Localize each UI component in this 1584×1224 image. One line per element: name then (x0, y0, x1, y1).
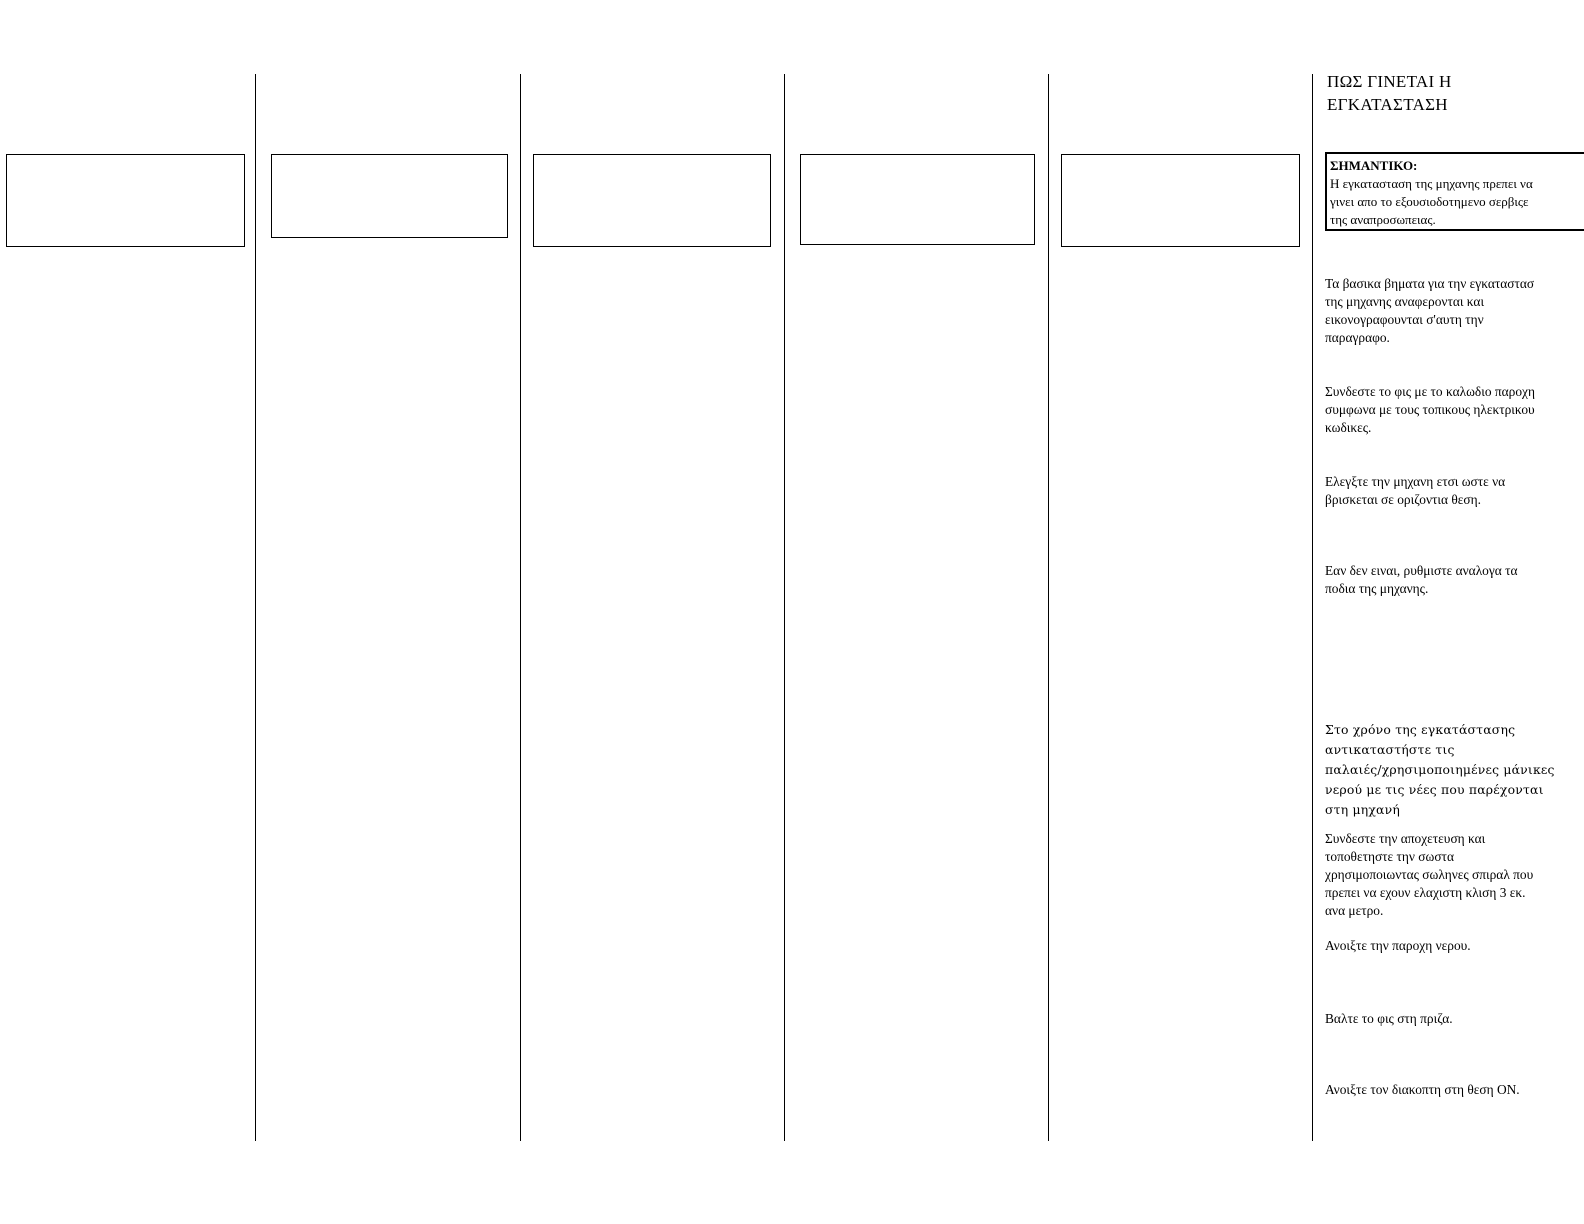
paragraph-basic-steps: Τα βασικα βηματα για την εγκαταστασ της μηχανης αναφερονται και εικονογραφουνται σ'αυτη την παραγραφο. (1325, 276, 1535, 345)
paragraph-switch-on: Ανοιξτε τον διακοπτη στη θεση ON. (1325, 1082, 1520, 1097)
paragraph-open-water: Ανοιξτε την παροχη νερου. (1325, 938, 1471, 953)
column-divider-2 (520, 74, 521, 1141)
important-text: Η εγκατασταση της μηχανης πρεπει να γινει απο το εξουσιοδοτημενο σερβιςε της αναπροσωπειας. (1330, 176, 1533, 227)
paragraph-replace-hoses: Στο χρόνο της εγκατάστασης αντικαταστήστε τις παλαιές/χρησιμοποιημένες μάνικες νερού με τις νέες που παρέχονται στη μηχανή (1325, 722, 1555, 817)
illustration-box-3 (533, 154, 771, 247)
paragraph-plug-in: Βαλτε το φις στη πριζα. (1325, 1011, 1453, 1026)
paragraph-connect-drain: Συνδεστε την αποχετευση και τοποθετηστε την σωστα χρησιμοποιωντας σωληνες σπιραλ που πρεπει να εχουν ελαχιστη κλιση 3 εκ. ανα μετρο. (1325, 831, 1534, 918)
illustration-box-2 (271, 154, 508, 238)
illustration-box-1 (6, 154, 245, 247)
illustration-box-4 (800, 154, 1035, 245)
column-divider-3 (784, 74, 785, 1141)
column-divider-1 (255, 74, 256, 1141)
paragraph-adjust-feet: Εαν δεν ειναι, ρυθμιστε αναλογα τα ποδια της μηχανης. (1325, 563, 1518, 596)
paragraph-connect-plug: Συνδεστε το φις με το καλωδιο παροχη συμφωνα με τους τοπικους ηλεκτρικου κωδικες. (1325, 384, 1535, 435)
column-divider-4 (1048, 74, 1049, 1141)
installation-text-column (1325, 0, 1584, 1224)
paragraph-check-level: Ελεγξτε την μηχανη ετσι ωστε να βρισκεται σε οριζοντια θεση. (1325, 474, 1506, 507)
illustration-box-5 (1061, 154, 1300, 247)
important-label: ΣΗΜΑΝΤΙΚΟ: (1330, 158, 1418, 173)
column-divider-5 (1312, 74, 1313, 1141)
section-title: ΠΩΣ ΓΙΝΕΤΑΙ Η ΕΓΚΑΤΑΣΤΑΣΗ (1327, 72, 1452, 114)
important-notice (1325, 152, 1584, 231)
